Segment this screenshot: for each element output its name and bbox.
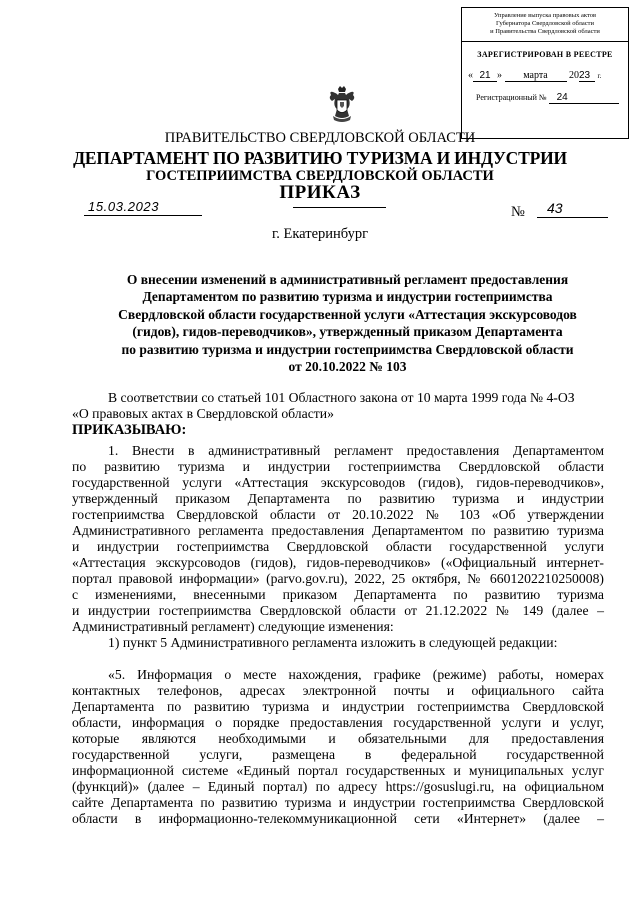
item-line: Административный регламент) следующие изменения: bbox=[72, 619, 394, 634]
item-1 bbox=[72, 443, 604, 651]
item-line: с изменениями, внесенными приказом Департамента по развитию туризма bbox=[72, 587, 604, 602]
stamp-year-abbr: г. bbox=[597, 72, 602, 80]
government-name: ПРАВИТЕЛЬСТВО СВЕРДЛОВСКОЙ ОБЛАСТИ bbox=[164, 130, 476, 146]
title-line: Свердловской области государственной услуги «Аттестация экскурсоводов bbox=[118, 306, 577, 322]
item-line: «Аттестация экскурсоводов (гидов), гидов-переводчиков» («Официальный интернет- bbox=[72, 555, 604, 570]
item-line: области в информационно-телекоммуникационной сети «Интернет» (далее – bbox=[72, 811, 604, 826]
department-name-line2: ГОСТЕПРИИМСТВА СВЕРДЛОВСКОЙ ОБЛАСТИ bbox=[146, 168, 494, 184]
coat-of-arms-icon bbox=[327, 86, 357, 124]
order-number: 43 bbox=[537, 200, 608, 218]
preamble-line: «О правовых актах в Свердловской области» bbox=[72, 406, 334, 421]
department-name-line1: ДЕПАРТАМЕНТ ПО РАЗВИТИЮ ТУРИЗМА И ИНДУСТРИИ bbox=[73, 148, 567, 168]
title-line: по развитию туризма и индустрии гостеприимства Свердловской области bbox=[121, 341, 574, 357]
stamp-number-label: Регистрационный № bbox=[476, 93, 547, 102]
stamp-number-row bbox=[462, 92, 628, 104]
preamble bbox=[72, 390, 604, 438]
order-word: ПРИКАЗЫВАЮ: bbox=[72, 422, 187, 438]
item-line: гостеприимства Свердловской области от 20.10.2022 № 103 «Об утверждении bbox=[72, 507, 604, 522]
item-line: Административного регламента предоставления Департаментом по развитию туризма bbox=[72, 523, 604, 538]
stamp-year-prefix: 20 bbox=[569, 70, 579, 81]
city: г. Екатеринбург bbox=[271, 226, 369, 242]
item-line: (функций)» (далее – Единый портал) по адресу https://gosuslugi.ru, на официальном bbox=[72, 779, 604, 794]
item-line: 1. Внести в административный регламент предоставления Департаментом bbox=[108, 443, 604, 458]
item-line: по развитию туризма и индустрии гостеприимства Свердловской области bbox=[72, 459, 604, 474]
subitem-1: 1) пункт 5 Административного регламента изложить в следующей редакции: bbox=[108, 635, 558, 650]
item-line: государственной услуги, размещена в федеральной государственной bbox=[72, 747, 604, 762]
stamp-header-line: и Правительства Свердловской области bbox=[490, 28, 600, 35]
item-line: «5. Информация о месте нахождения, графике (режиме) работы, номерах bbox=[108, 667, 604, 682]
stamp-number: 24 bbox=[549, 92, 619, 104]
item-line: портал правовой информации» (parvo.gov.ru), 2022, 25 октября, № 6601202210250008) bbox=[72, 571, 604, 586]
stamp-year: 23 bbox=[579, 70, 595, 82]
order-date: 15.03.2023 bbox=[84, 200, 202, 216]
item-line: утвержденный приказом Департамента по развитию туризма и индустрии bbox=[72, 491, 604, 506]
stamp-open-quote: « bbox=[468, 70, 473, 81]
stamp-header-line: Управление выпуска правовых актов bbox=[493, 12, 597, 19]
registration-stamp bbox=[461, 7, 629, 139]
stamp-day: 21 bbox=[473, 70, 497, 82]
title-line: от 20.10.2022 № 103 bbox=[288, 359, 407, 375]
item-line: области, информация о порядке предоставления государственной услуги и услуг, bbox=[72, 715, 604, 730]
stamp-close-quote: » bbox=[497, 70, 502, 81]
doc-type-underline bbox=[293, 207, 386, 208]
item-line: и индустрии гостеприимства Свердловской области государственной услуги bbox=[72, 539, 604, 554]
item-line: информационной системе «Единый портал государственных и муниципальных услуг bbox=[72, 763, 604, 778]
stamp-month: марта bbox=[505, 70, 567, 82]
order-number-label: № bbox=[511, 204, 525, 220]
item-line: Департамента по развитию туризма и индустрии гостеприимства Свердловской bbox=[72, 699, 604, 714]
item-line: и индустрии гостеприимства Свердловской области от 21.12.2022 № 149 (далее – bbox=[72, 603, 604, 618]
document-title bbox=[70, 271, 625, 375]
item-line: сайте Департамента по развитию туризма и индустрии гостеприимства Свердловской bbox=[72, 795, 604, 810]
title-line: О внесении изменений в административный регламент предоставления bbox=[126, 272, 569, 287]
stamp-date bbox=[462, 70, 628, 82]
stamp-header-line: Губернатора Свердловской области bbox=[495, 20, 595, 27]
item-line: которые являются необходимыми и обязательными для предоставления bbox=[72, 731, 604, 746]
document-type: ПРИКАЗ bbox=[279, 182, 361, 203]
item-line: контактных телефонов, адресах электронной почты и официального сайта bbox=[72, 683, 604, 698]
preamble-line: В соответствии со статьей 101 Областного закона от 10 марта 1999 года № 4-ОЗ bbox=[108, 390, 575, 405]
item-line: государственной услуги «Аттестация экскурсоводов (гидов), гидов-переводчиков», bbox=[72, 475, 604, 490]
stamp-registered-label: ЗАРЕГИСТРИРОВАН В РЕЕСТРЕ bbox=[477, 50, 613, 59]
title-line: (гидов), гидов-переводчиков», утвержденный приказом Департамента bbox=[132, 324, 563, 340]
item-5-text bbox=[72, 667, 604, 827]
stamp-header bbox=[462, 8, 628, 42]
title-line: Департаментом по развитию туризма и индустрии гостеприимства bbox=[142, 289, 553, 305]
